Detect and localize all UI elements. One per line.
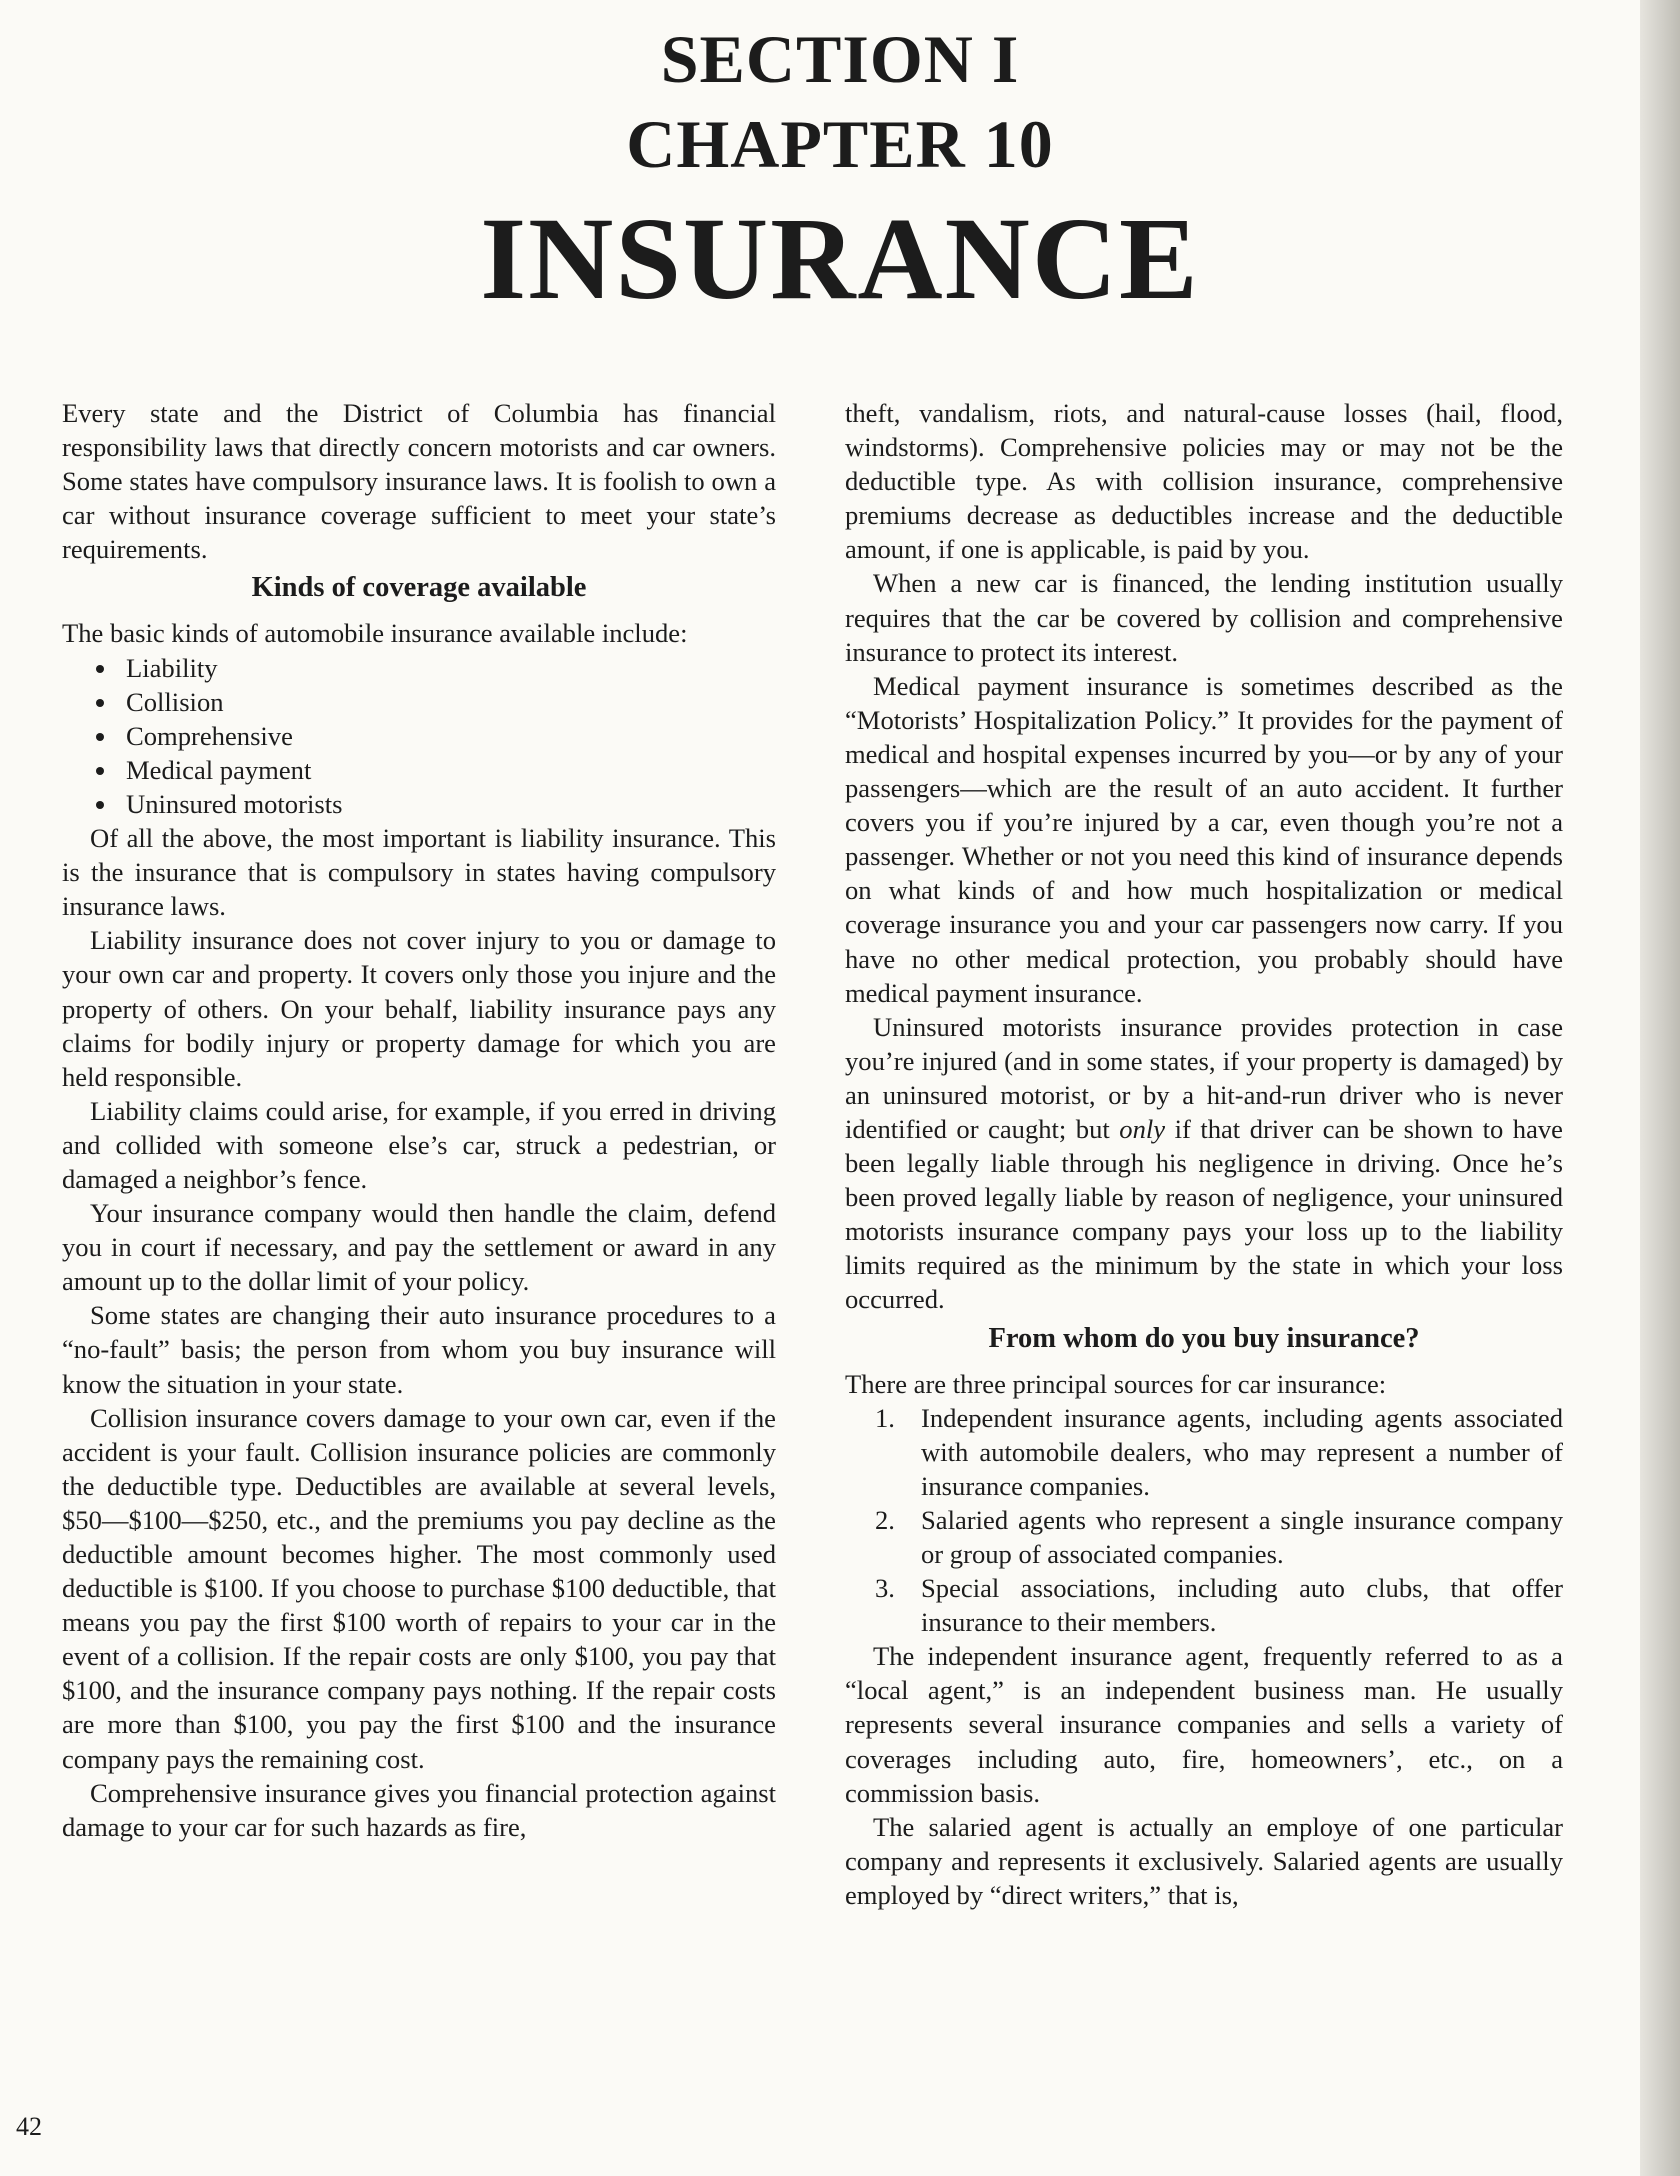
chapter-header: [0, 20, 1680, 324]
coverage-item-label: Uninsured motorists: [126, 788, 343, 819]
uninsured-text-end: if that driver can be shown to have been legally liable through his negligence in driving. Once he’s been proved legally liable by reason of negligence, your uninsured motorists insurance company pays your loss up to the liability limits required as the minimum by the state in which your loss occurred.: [845, 1113, 1563, 1315]
bullet-icon: [96, 733, 104, 741]
source-text: Independent insurance agents, including agents associated with automobile dealers, who may represent a number of insurance companies.: [921, 1402, 1563, 1501]
list-item: [845, 1571, 1563, 1639]
list-number: 3.: [875, 1573, 895, 1604]
coverage-list: [62, 651, 776, 821]
buy-heading: From whom do you buy insurance?: [988, 1322, 1420, 1354]
right-column: [845, 396, 1563, 1912]
uninsured-text-start: Uninsured motorists insurance provides protection in case you’re injured (and in some states, if your property is damaged) by an uninsured motorist, or by a hit-and-run driver who is never identified or caught; but: [845, 1011, 1563, 1144]
kinds-intro: The basic kinds of automobile insurance available include:: [62, 618, 688, 649]
bullet-icon: [96, 767, 104, 775]
independent-agent-paragraph: The independent insurance agent, frequently referred to as a “local agent,” is an independent business man. He usually represents several insurance companies and sells a variety of coverages including auto, fire, homeowners’, etc., on a commission basis.: [845, 1641, 1563, 1808]
uninsured-paragraph: [845, 1010, 1563, 1317]
liability-paragraph: Liability insurance does not cover injury to you or damage to your own car and property. It covers only those you injure and the property of others. On your behalf, liability insurance pays any claims for bodily injury or property damage for which you are held responsible.: [62, 925, 776, 1092]
comprehensive-paragraph: Comprehensive insurance gives you financial protection against damage to your car for such hazards as fire,: [62, 1777, 776, 1842]
important-paragraph: Of all the above, the most important is liability insurance. This is the insurance that is compulsory in states having compulsory insurance laws.: [62, 823, 776, 922]
bullet-icon: [96, 801, 104, 809]
source-text: Special associations, including auto clubs, that offer insurance to their members.: [921, 1573, 1563, 1638]
financed-paragraph: When a new car is financed, the lending institution usually requires that the car be covered by collision and comprehensive insurance to protect its interest.: [845, 568, 1563, 667]
list-item: [96, 651, 776, 685]
company-paragraph: Your insurance company would then handle the claim, defend you in court if necessary, and pay the settlement or award in any amount up to the dollar limit of your policy.: [62, 1198, 776, 1297]
bullet-icon: [96, 665, 104, 673]
source-text: Salaried agents who represent a single insurance company or group of associated companies.: [921, 1504, 1563, 1569]
coverage-item-label: Liability: [126, 652, 218, 683]
page-binding-edge: [1640, 0, 1680, 2176]
coverage-item-label: Collision: [126, 686, 224, 717]
page-number: 42: [16, 2112, 42, 2141]
section-title: SECTION I: [660, 21, 1020, 97]
theft-paragraph: theft, vandalism, riots, and natural-cause losses (hail, flood, windstorms). Comprehensive policies may or may not be the deductible type. As with collision insurance, comprehensive premiums decrease as deductibles increase and the deductible amount, if one is applicable, is paid by you.: [845, 398, 1563, 565]
list-item: [96, 719, 776, 753]
collision-paragraph: Collision insurance covers damage to your own car, even if the accident is your fault. Collision insurance policies are commonly the deductible type. Deductibles are available at several levels, $50—$100—$250, etc., and the premiums you pay decline as the deductible amount becomes higher. The most commonly used deductible is $100. If you choose to purchase $100 deductible, that means you pay the first $100 worth of repairs to your car in the event of a collision. If the repair costs are only $100, you pay that $100, and the insurance company pays nothing. If the repair costs are more than $100, you pay the first $100 and the insurance company pays the remaining cost.: [62, 1402, 776, 1774]
salaried-agent-paragraph: The salaried agent is actually an employe of one particular company and represents it exclusively. Salaried agents are usually employed by “direct writers,” that is,: [845, 1811, 1563, 1910]
list-item: [96, 685, 776, 719]
intro-paragraph: Every state and the District of Columbia has financial responsibility laws that directly concern motorists and car owners. Some states have compulsory insurance laws. It is foolish to own a car without insurance coverage sufficient to meet your state’s requirements.: [62, 398, 776, 565]
list-number: 1.: [875, 1402, 895, 1433]
uninsured-emphasis: only: [1119, 1113, 1166, 1144]
buy-intro: There are three principal sources for car insurance:: [845, 1368, 1387, 1399]
list-number: 2.: [875, 1504, 895, 1535]
left-column: [62, 396, 776, 1844]
coverage-item-label: Medical payment: [126, 754, 312, 785]
list-item: [96, 753, 776, 787]
bullet-icon: [96, 699, 104, 707]
list-item: [845, 1503, 1563, 1571]
list-item: [96, 787, 776, 821]
list-item: [845, 1401, 1563, 1503]
chapter-title: CHAPTER 10: [626, 106, 1054, 182]
kinds-heading: Kinds of coverage available: [251, 572, 587, 604]
page-title: INSURANCE: [480, 193, 1200, 324]
sources-list: [845, 1401, 1563, 1640]
medical-paragraph: Medical payment insurance is sometimes described as the “Motorists’ Hospitalization Policy.” It provides for the payment of medical and hospital expenses incurred by you—or by any of your passengers—which are the result of an auto accident. It further covers you if you’re injured by a car, even though you’re not a passenger. Whether or not you need this kind of insurance depends on what kinds of and how much hospitalization or medical coverage insurance you and your car passengers now carry. If you have no other medical protection, you probably should have medical payment insurance.: [845, 670, 1563, 1008]
no-fault-paragraph: Some states are changing their auto insurance procedures to a “no-fault” basis; the person from whom you buy insurance will know the situation in your state.: [62, 1300, 776, 1399]
coverage-item-label: Comprehensive: [126, 720, 293, 751]
claims-paragraph: Liability claims could arise, for example, if you erred in driving and collided with someone else’s car, struck a pedestrian, or damaged a neighbor’s fence.: [62, 1095, 776, 1194]
